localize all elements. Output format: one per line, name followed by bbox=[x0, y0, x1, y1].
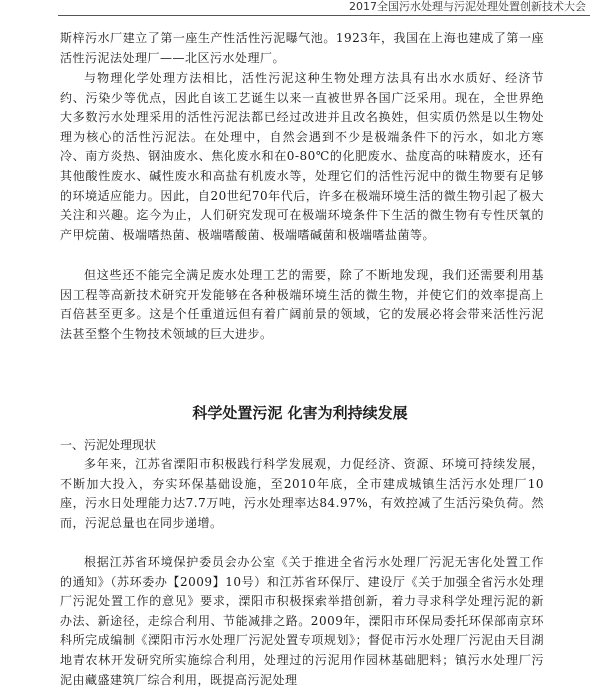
paragraph-5: 根据江苏省环境保护委员会办公室《关于推进全省污水处理厂污泥无害化处置工作的通知》（苏环委办【2009】10号）和江苏省环保厅、建设厅《关于加强全省污水处理厂污泥处置工作的意见》要求，溧阳市积极探索举措创新，着力寻求科学处理污泥的新办法、新途径，走综合利用、节能减排之路。2009年，溧阳市环保局委托环保部南京环科所完成编制《溧阳市污水处理厂污泥处置专项规划》；督促市污水处理厂污泥由天目湖地青农林开发研究所实施综合利用，处理过的污泥用作园林基础肥料；镇污水处理厂污泥由藏盛建筑厂综合利用，既提高污泥处理 bbox=[60, 555, 544, 687]
paragraph-4: 多年来，江苏省溧阳市积极践行科学发展观，力促经济、资源、环境可持续发展，不断加大投入，夯实环保基础设施，至2010年底，全市建成城镇生活污水处理厂10座，污水日处理能力达7.7万吨，污水处理率达84.97%，有效控减了生活污染负荷。然而，污泥总量也在同步递增。 bbox=[60, 457, 544, 530]
article-title: 科学处置污泥 化害为利持续发展 bbox=[192, 404, 408, 422]
paragraph-3: 但这些还不能完全满足废水处理工艺的需要，除了不断地发现，我们还需要利用基因工程等高新技术研究开发能够在各种极端环境生活的微生物，并使它们的效率提高上百倍甚至更多。这是个任重道远但有着广阔前景的领域，它的发展必将会带来活性污泥法甚至整个生物技术领域的巨大进步。 bbox=[60, 268, 544, 341]
header-rule bbox=[58, 15, 590, 16]
page-header bbox=[0, 0, 600, 14]
conference-title: 2017全国污水处理与污泥处理处置创新技术大会 bbox=[349, 0, 586, 13]
paragraph-1: 斯梓污水厂建立了第一座生产性活性污泥曝气池。1923年，我国在上海也建成了第一座活性污泥法处理厂——北区污水处理厂。 bbox=[60, 31, 544, 65]
section-heading: 一、污泥处理现状 bbox=[60, 438, 157, 452]
paragraph-2: 与物理化学处理方法相比，活性污泥这种生物处理方法具有出水水质好、经济节约、污染少等优点，因此自该工艺诞生以来一直被世界各国广泛采用。现在，全世界绝大多数污水处理采用的活性污泥法都已经过改进并且改名换姓，但实质仍然是以生物处理为核心的活性污泥法。在处理中，自然会遇到不少是极端条件下的污水，如北方寒冷、南方炎热、钢油废水、焦化废水和在0-80℃的化肥废水、盐度高的味精废水，还有其他酸性废水、碱性废水和高盐有机废水等，处理它们的活性污泥中的微生物要有足够的环境适应能力。因此，自20世纪70年代后，许多在极端环境生活的微生物引起了极大关注和兴趣。迄今为止，人们研究发现可在极端环境条件下生活的微生物有专性厌氧的产甲烷菌、极端嗜热菌、极端嗜酸菌、极端嗜碱菌和极端嗜盐菌等。 bbox=[60, 71, 544, 242]
